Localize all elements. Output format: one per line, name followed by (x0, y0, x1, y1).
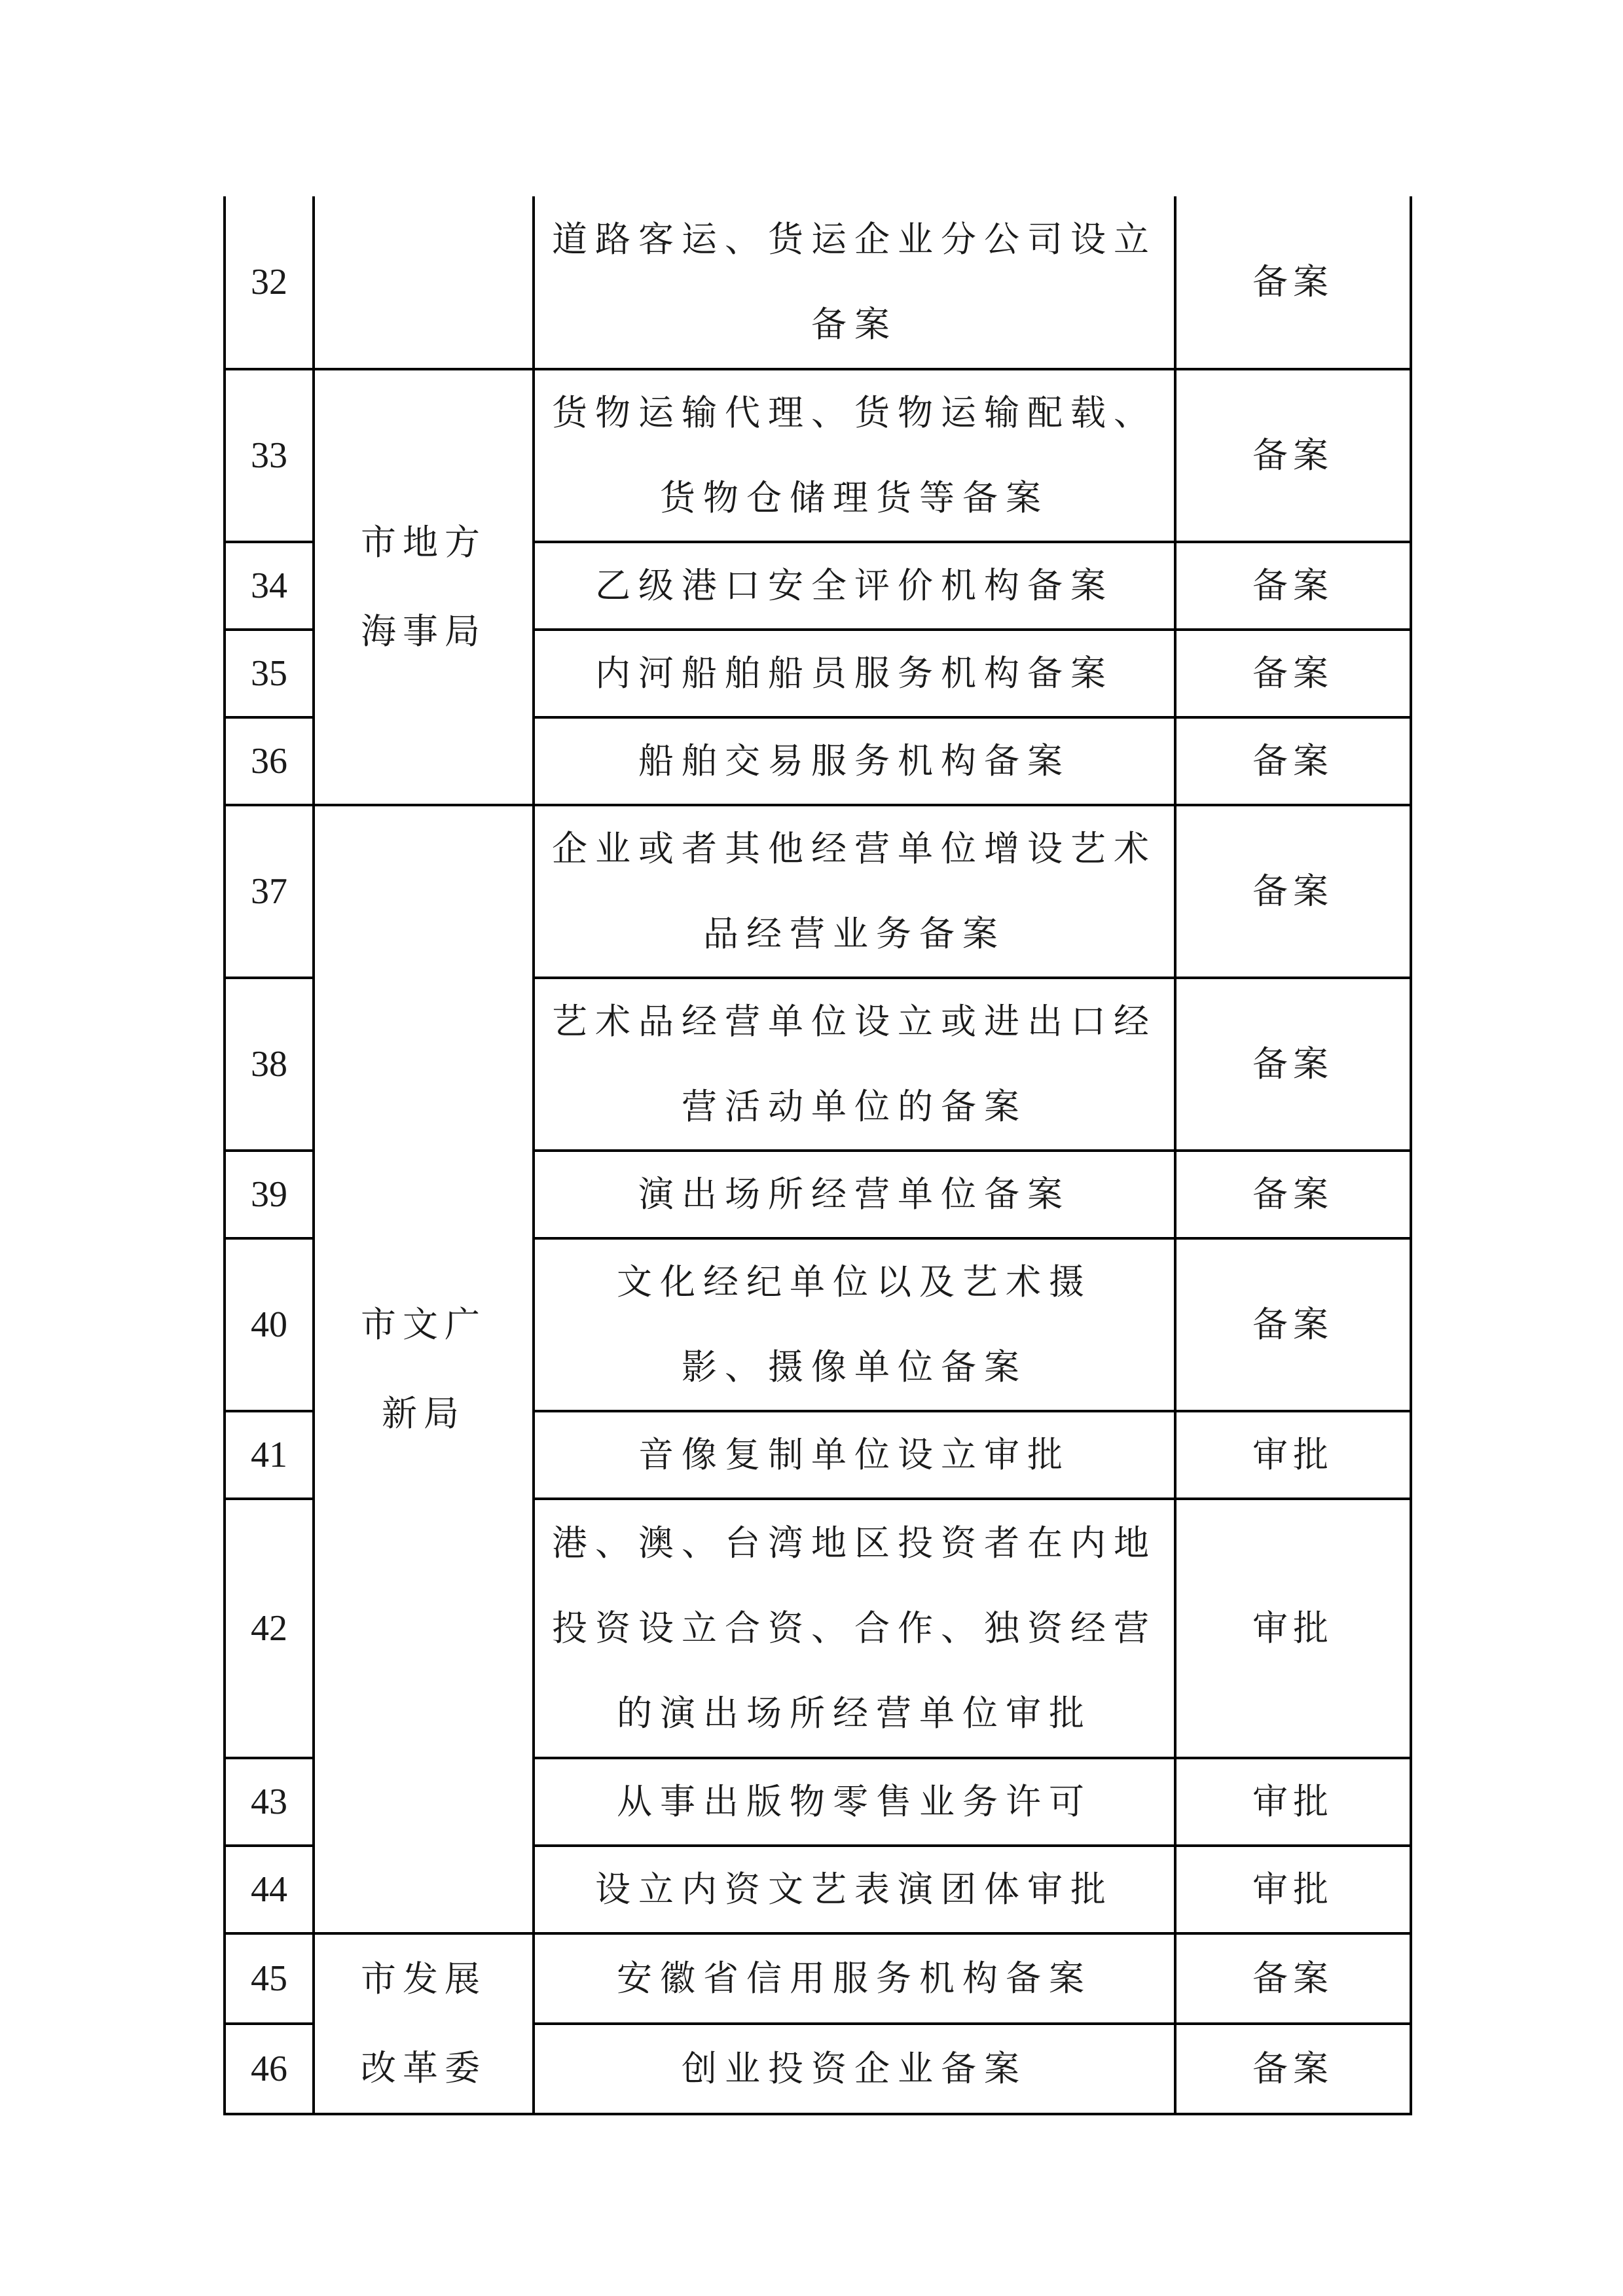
table-row (225, 369, 1411, 542)
item-type: 审批 (1175, 1499, 1411, 1758)
table-row (225, 196, 1411, 369)
department-maritime: 市地方海事局 (314, 369, 534, 805)
department-development: 市发展改革委 (314, 1933, 534, 2114)
item-name: 音像复制单位设立审批 (534, 1411, 1175, 1499)
item-name: 文化经纪单位以及艺术摄影、摄像单位备案 (534, 1238, 1175, 1411)
item-name: 港、澳、台湾地区投资者在内地投资设立合资、合作、独资经营的演出场所经营单位审批 (534, 1499, 1175, 1758)
table-row (225, 1933, 1411, 2024)
item-type: 备案 (1175, 717, 1411, 805)
row-number: 40 (225, 1238, 314, 1411)
department-culture: 市文广新局 (314, 805, 534, 1933)
table-row (225, 805, 1411, 978)
item-name: 乙级港口安全评价机构备案 (534, 542, 1175, 630)
item-name: 设立内资文艺表演团体审批 (534, 1846, 1175, 1933)
item-type: 备案 (1175, 1933, 1411, 2024)
row-number: 45 (225, 1933, 314, 2024)
item-name: 演出场所经营单位备案 (534, 1151, 1175, 1238)
item-name: 道路客运、货运企业分公司设立备案 (534, 196, 1175, 369)
row-number: 41 (225, 1411, 314, 1499)
item-type: 备案 (1175, 978, 1411, 1151)
item-type: 备案 (1175, 1238, 1411, 1411)
item-type: 备案 (1175, 805, 1411, 978)
item-name: 内河船舶船员服务机构备案 (534, 630, 1175, 717)
item-type: 审批 (1175, 1758, 1411, 1846)
item-name: 艺术品经营单位设立或进出口经营活动单位的备案 (534, 978, 1175, 1151)
item-type: 备案 (1175, 542, 1411, 630)
row-number: 33 (225, 369, 314, 542)
row-number: 44 (225, 1846, 314, 1933)
item-type: 备案 (1175, 2024, 1411, 2114)
row-number: 35 (225, 630, 314, 717)
item-name: 安徽省信用服务机构备案 (534, 1933, 1175, 2024)
item-name: 货物运输代理、货物运输配载、货物仓储理货等备案 (534, 369, 1175, 542)
row-number: 37 (225, 805, 314, 978)
row-number: 39 (225, 1151, 314, 1238)
item-name: 创业投资企业备案 (534, 2024, 1175, 2114)
row-number: 46 (225, 2024, 314, 2114)
row-number: 42 (225, 1499, 314, 1758)
row-number: 36 (225, 717, 314, 805)
item-name: 从事出版物零售业务许可 (534, 1758, 1175, 1846)
item-type: 备案 (1175, 196, 1411, 369)
item-type: 审批 (1175, 1846, 1411, 1933)
row-number: 34 (225, 542, 314, 630)
item-type: 备案 (1175, 630, 1411, 717)
item-name: 船舶交易服务机构备案 (534, 717, 1175, 805)
item-table (223, 196, 1412, 2115)
item-name: 企业或者其他经营单位增设艺术品经营业务备案 (534, 805, 1175, 978)
row-number: 43 (225, 1758, 314, 1846)
department-cell-blank (314, 196, 534, 369)
row-number: 38 (225, 978, 314, 1151)
item-type: 备案 (1175, 369, 1411, 542)
item-type: 审批 (1175, 1411, 1411, 1499)
item-type: 备案 (1175, 1151, 1411, 1238)
row-number: 32 (225, 196, 314, 369)
